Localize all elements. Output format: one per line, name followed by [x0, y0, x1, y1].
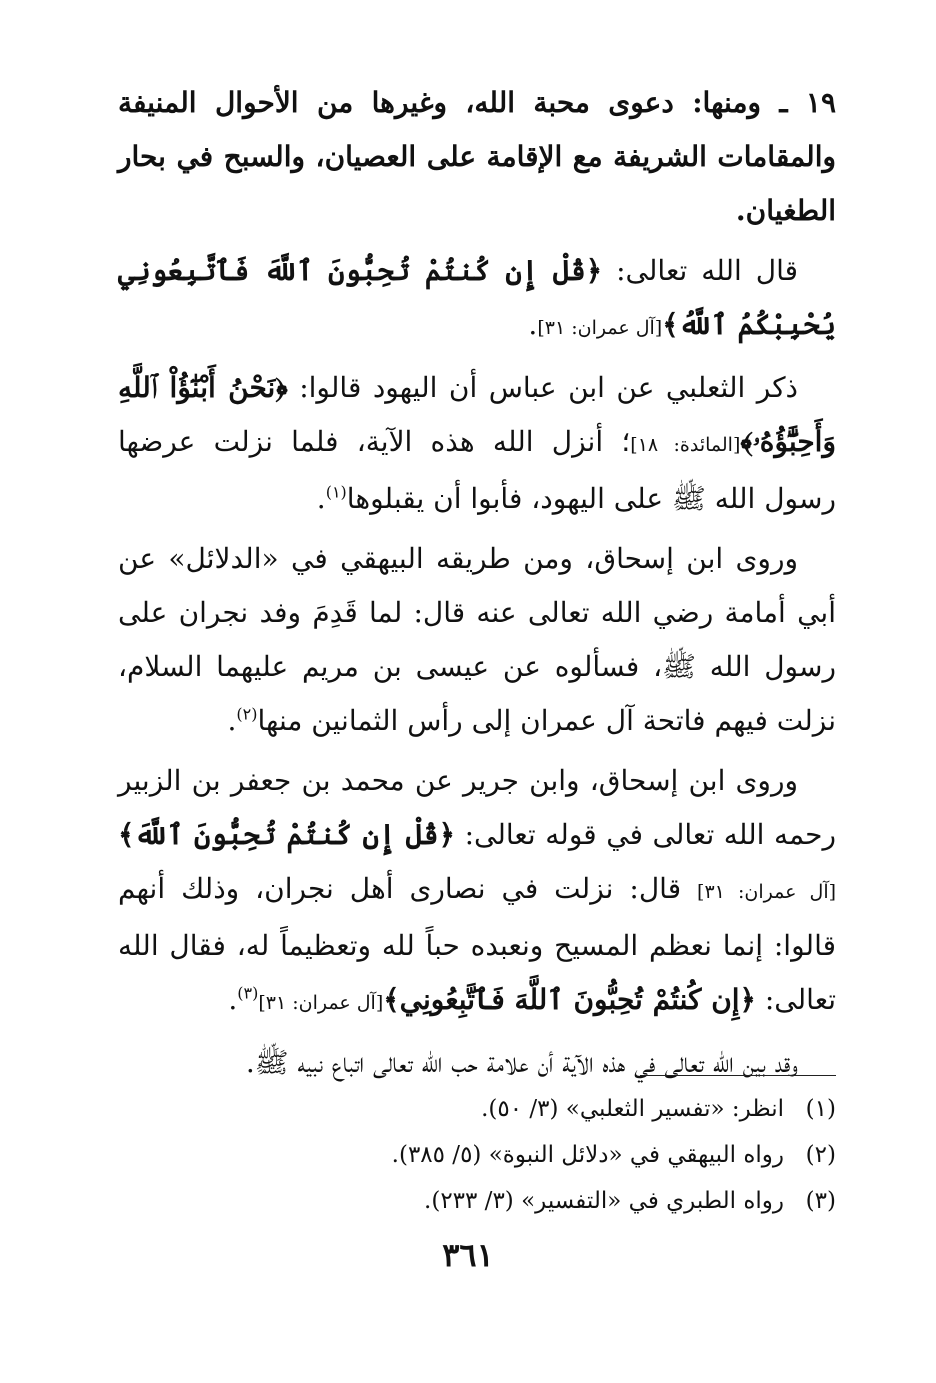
period: . — [228, 983, 238, 1016]
paragraph-ibn-ishaq-1 — [118, 532, 836, 748]
paragraph-19-heading — [118, 76, 836, 238]
footnote-marker[interactable]: (١) — [325, 482, 347, 502]
period: . — [528, 308, 538, 341]
intro-text: قال الله تعالى: — [602, 254, 798, 287]
verse-reference: [آل عمران: ٣١] — [697, 881, 837, 903]
quran-verse: ﴿نَحْنُ أَبْنَٰٓؤُاْ ٱللَّهِ وَأَحِبَّٰٓؤُهُۥ﴾ — [118, 371, 836, 458]
footnote-number: (٢) — [805, 1142, 836, 1168]
paragraph-ibn-ishaq-2 — [118, 754, 836, 1030]
quran-verse: ﴿قُلْ إِن كُنتُمْ تُحِبُّونَ ٱللَّهَ فَٱتَّبِعُونِي يُحْبِبْكُمُ ٱللَّهُ﴾ — [118, 254, 836, 341]
paragraph-text: وروى ابن إسحاق، ومن طريقه البيهقي في «الدلائل» عن أبي أمامة رضي الله تعالى عنه قال: لما قَدِمَ وفد نجران على رسول الله ﷺ، فسألوه عن عيسى بن مريم عليهما السلام، نزلت فيهم فاتحة آل عمران إلى رأس الثمانين منها — [118, 542, 836, 737]
paragraph-text: ؛ أنزل الله هذه الآية، فلما نزلت عرضها رسول الله ﷺ على اليهود، فأبوا أن يقبلوها — [118, 425, 836, 515]
footnote-item — [118, 1086, 836, 1132]
verse-reference: [آل عمران: ٣١] — [537, 317, 663, 339]
main-text — [118, 76, 836, 1096]
footnote-item — [118, 1132, 836, 1178]
heading-text: ١٩ ـ ومنها: دعوى محبة الله، وغيرها من الأحوال المنيفة والمقامات الشريفة مع الإقامة على العصيان، والسبح في بحار الطغيان. — [118, 86, 836, 227]
paragraph-text: ذكر الثعلبي عن ابن عباس أن اليهود قالوا: — [287, 371, 798, 404]
paragraph-text: قال: نزلت في نصارى أهل نجران، وذلك أنهم قالوا: إنما نعظم المسيح ونعبده حباً لله وتعظيماً له، فقال الله تعالى: — [118, 872, 836, 1016]
page-number: ٣٦١ — [442, 1236, 494, 1274]
footnote-marker[interactable]: (٢) — [236, 704, 258, 724]
paragraph-quran-verse — [118, 244, 836, 355]
footnote-text: رواه الطبري في «التفسير» (٣/ ٢٣٣). — [424, 1188, 784, 1214]
paragraph-text: وقد بين الله تعالى في هذه الآية أن علامة حب الله تعالى اتباع نبيه ﷺ. — [245, 1046, 798, 1079]
footnote-number: (١) — [805, 1096, 836, 1122]
paragraph-conclusion — [118, 1036, 836, 1090]
paragraph-thalabi — [118, 361, 836, 526]
quran-verse: ﴿قُلْ إِن كُنتُمْ تُحِبُّونَ ٱللَّهَ﴾ — [118, 818, 455, 851]
quran-verse: ﴿إِن كُنتُمْ تُحِبُّونَ ٱللَّهَ فَٱتَّبِعُونِي﴾ — [383, 983, 756, 1016]
footnote-text: انظر: «تفسير الثعلبي» (٣/ ٥٠). — [481, 1096, 784, 1122]
footnote-item — [118, 1178, 836, 1224]
footnote-text: رواه البيهقي في «دلائل النبوة» (٥/ ٣٨٥). — [391, 1142, 784, 1168]
period: . — [316, 482, 326, 515]
footnote-divider — [640, 1075, 836, 1076]
footnotes — [118, 1086, 836, 1224]
footnote-number: (٣) — [805, 1188, 836, 1214]
period: . — [227, 704, 237, 737]
footnote-marker[interactable]: (٣) — [237, 983, 259, 1003]
paragraph-text: وروى ابن إسحاق، وابن جرير عن محمد بن جعفر بن الزبير رحمه الله تعالى في قوله تعالى: — [118, 764, 836, 851]
verse-reference: [آل عمران: ٣١] — [258, 992, 384, 1014]
verse-reference: [المائدة: ١٨] — [630, 434, 741, 456]
